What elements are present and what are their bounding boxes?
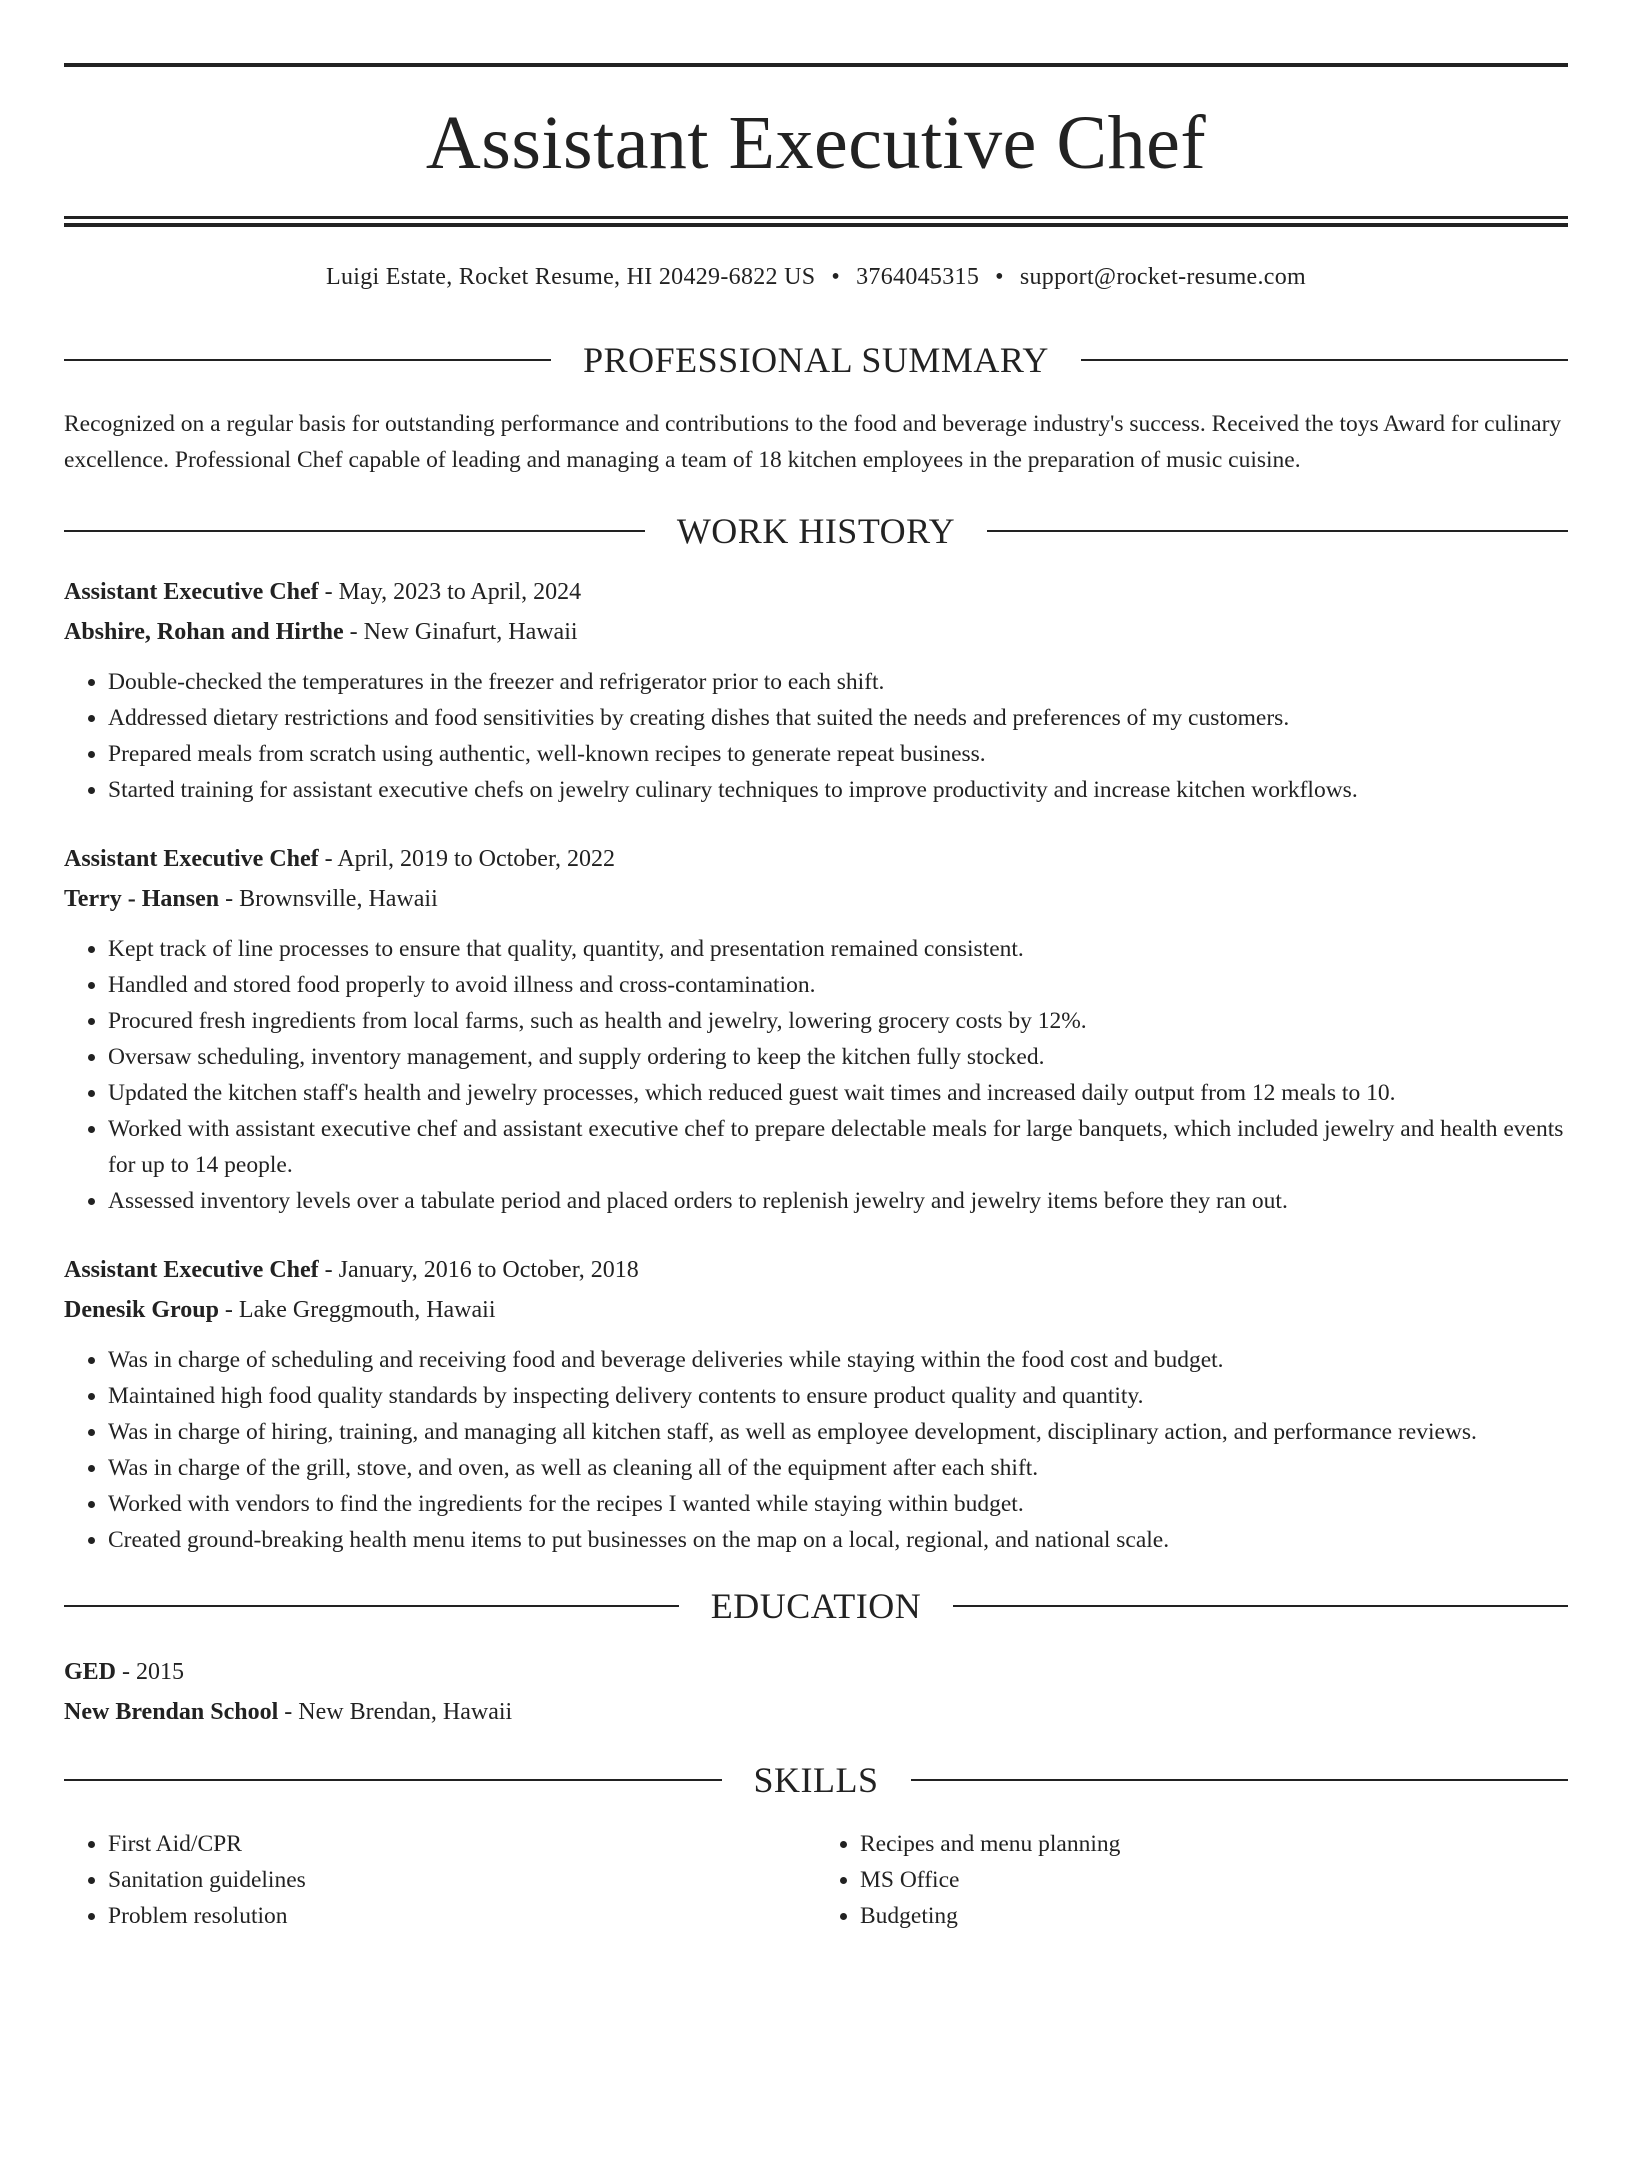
header-double-divider bbox=[64, 216, 1568, 227]
job-dates: May, 2023 to April, 2024 bbox=[338, 578, 582, 605]
list-item: • Started training for assistant executive chefs on jewelry culinary techniques to improve productivity and increase kitchen workflows. bbox=[108, 772, 1568, 808]
job-title-line bbox=[64, 839, 1568, 879]
job-bullets bbox=[64, 1342, 1568, 1558]
list-item: • Procured fresh ingredients from local farms, such as health and jewelry, lowering grocery costs by 12%. bbox=[108, 1003, 1568, 1039]
top-divider bbox=[64, 63, 1568, 67]
job-location: New Ginafurt, Hawaii bbox=[363, 618, 578, 645]
job-dates: April, 2019 to October, 2022 bbox=[337, 845, 615, 872]
job-title: Assistant Executive Chef bbox=[64, 578, 319, 605]
list-item: • Prepared meals from scratch using authentic, well-known recipes to generate repeat business. bbox=[108, 736, 1568, 772]
resume-name: Assistant Executive Chef bbox=[425, 101, 1207, 185]
resume-page bbox=[0, 63, 1632, 2175]
section-heading-skills bbox=[64, 1759, 1568, 1800]
list-item: • Maintained high food quality standards by inspecting delivery contents to ensure product quality and quantity. bbox=[108, 1378, 1568, 1414]
contact-address: Luigi Estate, Rocket Resume, HI 20429-6822 US bbox=[325, 264, 816, 290]
section-title: EDUCATION bbox=[710, 1585, 922, 1626]
dash: - bbox=[343, 618, 364, 645]
dash: - bbox=[318, 845, 338, 872]
heading-rule bbox=[987, 530, 1568, 532]
job-bullets bbox=[64, 931, 1568, 1219]
skill-item: • MS Office bbox=[860, 1862, 1568, 1898]
list-item: • Worked with assistant executive chef and assistant executive chef to prepare delectable meals for large banquets, which included jewelry and health events for up to 14 people. bbox=[108, 1111, 1568, 1183]
skill-item: • Sanitation guidelines bbox=[108, 1862, 816, 1898]
dash: - bbox=[318, 1256, 339, 1283]
job-title: Assistant Executive Chef bbox=[64, 845, 319, 872]
section-heading-summary bbox=[64, 339, 1568, 380]
dash: - bbox=[218, 1296, 239, 1323]
contact-phone: 3764045315 bbox=[856, 264, 980, 290]
section-title: PROFESSIONAL SUMMARY bbox=[583, 339, 1049, 380]
list-item: • Created ground-breaking health menu items to put businesses on the map on a local, regional, and national scale. bbox=[108, 1522, 1568, 1558]
heading-rule bbox=[64, 1605, 679, 1607]
skills-left-column bbox=[64, 1826, 816, 1934]
section-title: WORK HISTORY bbox=[676, 510, 956, 551]
list-item: • Worked with vendors to find the ingredients for the recipes I wanted while staying within budget. bbox=[108, 1486, 1568, 1522]
list-item: • Was in charge of scheduling and receiving food and beverage deliveries while staying within the food cost and budget. bbox=[108, 1342, 1568, 1378]
heading-rule bbox=[64, 530, 645, 532]
dash: - bbox=[278, 1698, 299, 1725]
job-location: Lake Greggmouth, Hawaii bbox=[238, 1296, 496, 1323]
heading-rule bbox=[1081, 359, 1568, 361]
heading-rule bbox=[911, 1779, 1569, 1781]
job-company-line bbox=[64, 879, 1568, 919]
contact-separator: • bbox=[995, 264, 1004, 290]
list-item: • Handled and stored food properly to avoid illness and cross-contamination. bbox=[108, 967, 1568, 1003]
skills-columns bbox=[64, 1826, 1568, 1934]
job-company-line bbox=[64, 1290, 1568, 1330]
heading-rule bbox=[953, 1605, 1568, 1607]
job-company: Terry - Hansen bbox=[64, 885, 220, 912]
list-item: • Updated the kitchen staff's health and jewelry processes, which reduced guest wait times and increased daily output from 12 meals to 10. bbox=[108, 1075, 1568, 1111]
contact-separator: • bbox=[831, 264, 841, 290]
job-title: Assistant Executive Chef bbox=[64, 1256, 319, 1283]
job-entry bbox=[64, 1250, 1568, 1558]
contact-line bbox=[64, 263, 1568, 292]
job-company: Abshire, Rohan and Hirthe bbox=[64, 618, 344, 645]
job-dates: January, 2016 to October, 2018 bbox=[338, 1256, 639, 1283]
list-item: • Assessed inventory levels over a tabulate period and placed orders to replenish jewelry and jewelry items before they ran out. bbox=[108, 1183, 1568, 1219]
job-company: Denesik Group bbox=[64, 1296, 219, 1323]
education-school-line bbox=[64, 1692, 1568, 1732]
skill-item: • Budgeting bbox=[860, 1898, 1568, 1934]
job-entry bbox=[64, 839, 1568, 1219]
job-title-line bbox=[64, 1250, 1568, 1290]
summary-paragraph: Recognized on a regular basis for outstanding performance and contributions to the food and beverage industry's success. Received the toys Award for culinary excellence. Professional Chef capable of leading and managing a team of 18 kitchen employees in the preparation of music cuisine. bbox=[64, 410, 1562, 473]
education-degree: GED bbox=[64, 1658, 117, 1685]
dash: - bbox=[116, 1658, 137, 1685]
job-location: Brownsville, Hawaii bbox=[239, 885, 438, 912]
job-title-line bbox=[64, 572, 1568, 612]
education-school: New Brendan School bbox=[64, 1698, 279, 1725]
section-heading-education bbox=[64, 1585, 1568, 1626]
dash: - bbox=[219, 885, 240, 912]
dash: - bbox=[318, 578, 339, 605]
list-item: • Was in charge of the grill, stove, and oven, as well as cleaning all of the equipment after each shift. bbox=[108, 1450, 1568, 1486]
heading-rule bbox=[64, 359, 551, 361]
list-item: • Was in charge of hiring, training, and managing all kitchen staff, as well as employee development, disciplinary action, and performance reviews. bbox=[108, 1414, 1568, 1450]
list-item: • Double-checked the temperatures in the freezer and refrigerator prior to each shift. bbox=[108, 664, 1568, 700]
job-company-line bbox=[64, 612, 1568, 652]
contact-email: support@rocket-resume.com bbox=[1019, 264, 1307, 290]
skills-right-column bbox=[816, 1826, 1568, 1934]
heading-rule bbox=[64, 1779, 722, 1781]
job-entry bbox=[64, 572, 1568, 808]
education-entry bbox=[64, 1652, 1568, 1732]
skill-item: • Recipes and menu planning bbox=[860, 1826, 1568, 1862]
list-item: • Kept track of line processes to ensure that quality, quantity, and presentation remained consistent. bbox=[108, 931, 1568, 967]
job-bullets bbox=[64, 664, 1568, 808]
section-heading-work-history bbox=[64, 510, 1568, 551]
skill-item: • First Aid/CPR bbox=[108, 1826, 816, 1862]
education-location: New Brendan, Hawaii bbox=[298, 1698, 513, 1725]
skill-item: • Problem resolution bbox=[108, 1898, 816, 1934]
list-item: • Oversaw scheduling, inventory management, and supply ordering to keep the kitchen fully stocked. bbox=[108, 1039, 1568, 1075]
education-year: 2015 bbox=[136, 1658, 185, 1685]
section-title: SKILLS bbox=[753, 1759, 879, 1800]
list-item: • Addressed dietary restrictions and food sensitivities by creating dishes that suited the needs and preferences of my customers. bbox=[108, 700, 1568, 736]
education-degree-line bbox=[64, 1652, 1568, 1692]
